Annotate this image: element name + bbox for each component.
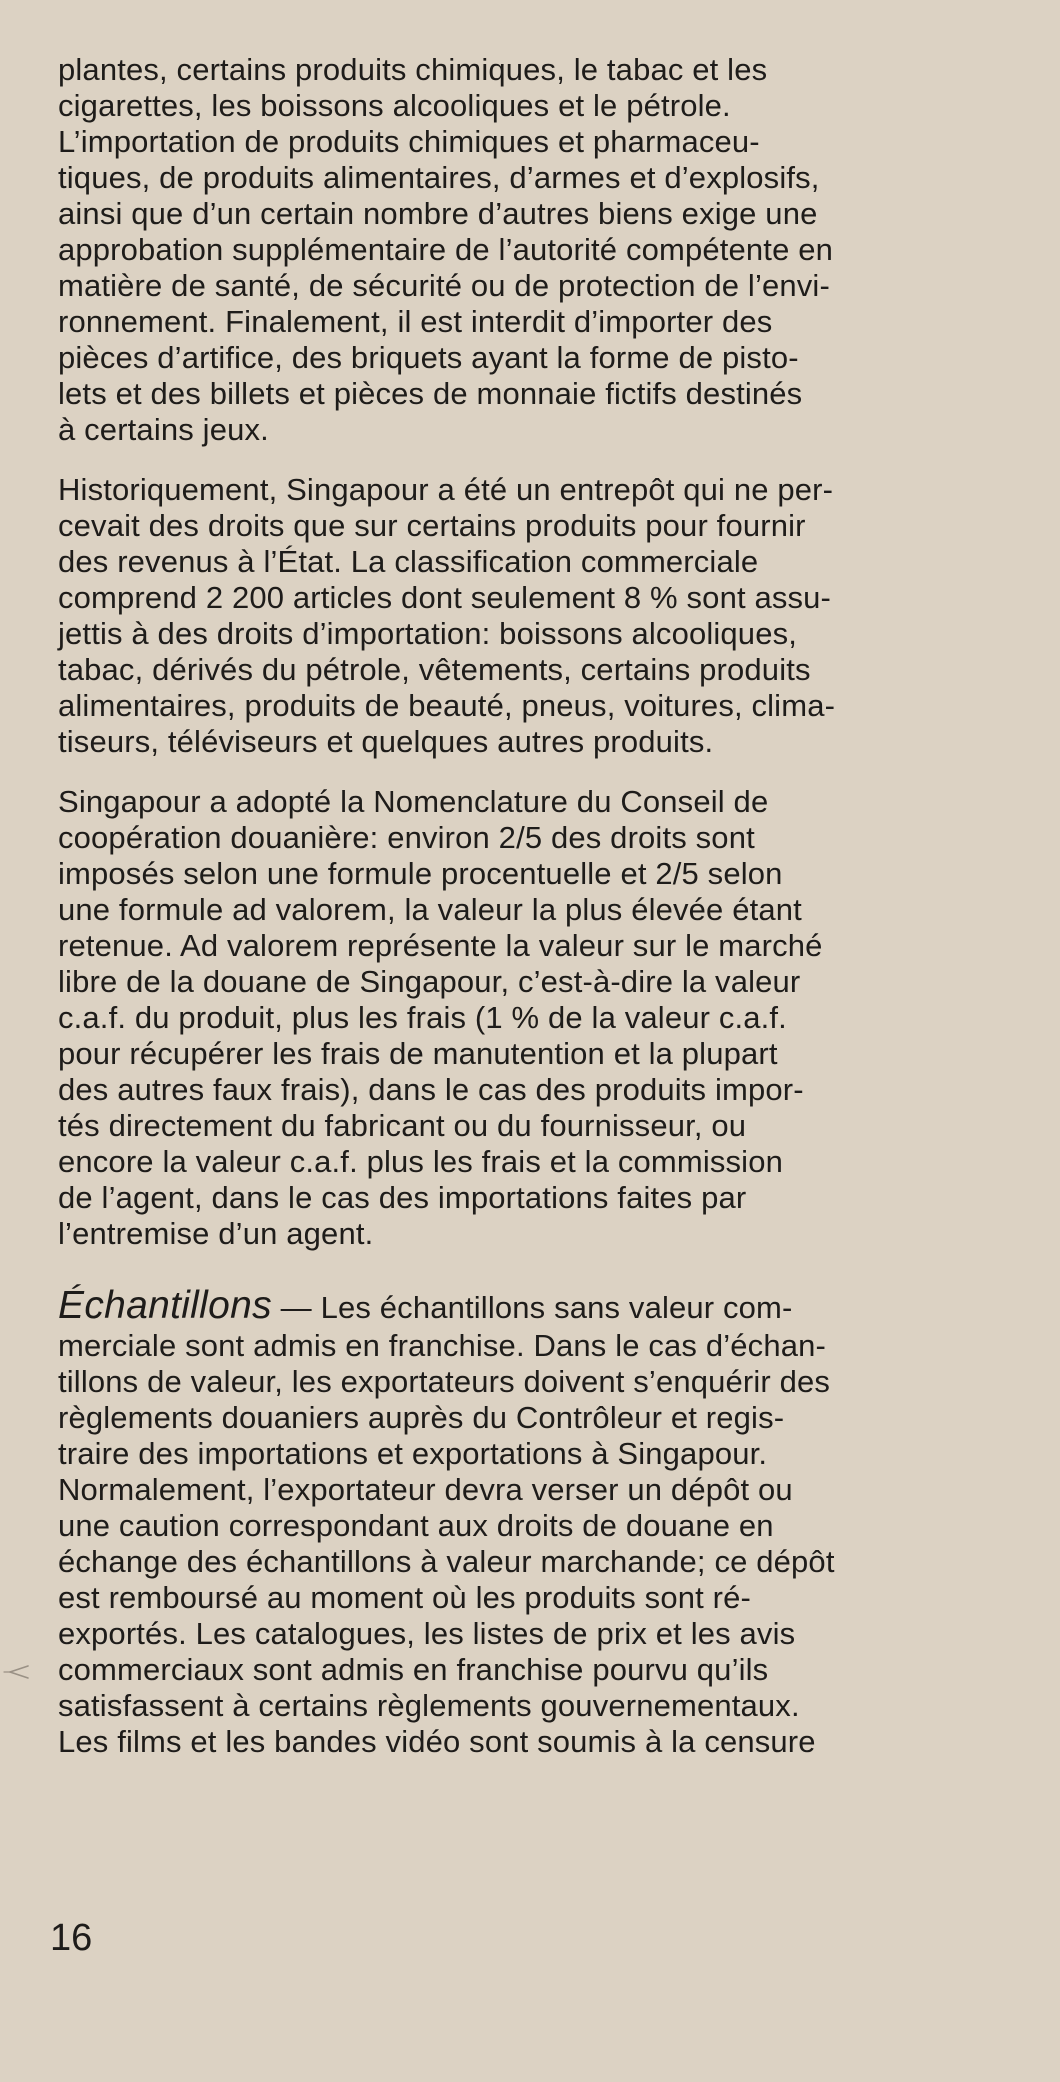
text-line: jettis à des droits d’importation: boissons alcooliques,: [58, 616, 798, 651]
text-line: Singapour a adopté la Nomenclature du Conseil de: [58, 784, 769, 819]
text-line: matière de santé, de sécurité ou de protection de l’envi-: [58, 268, 830, 303]
text-line: traire des importations et exportations à Singapour.: [58, 1436, 768, 1471]
text-line: échange des échantillons à valeur marchande; ce dépôt: [58, 1544, 835, 1579]
text-line: cigarettes, les boissons alcooliques et le pétrole.: [58, 88, 731, 123]
text-line: commerciaux sont admis en franchise pourvu qu’ils: [58, 1652, 769, 1687]
text-line: l’entremise d’un agent.: [58, 1216, 374, 1251]
text-line: retenue. Ad valorem représente la valeur sur le marché: [58, 928, 823, 963]
text-line: Normalement, l’exportateur devra verser un dépôt ou: [58, 1472, 793, 1507]
text-line: libre de la douane de Singapour, c’est-à-dire la valeur: [58, 964, 801, 999]
paragraph-nomenclature: [58, 784, 1002, 1252]
text-line: coopération douanière: environ 2/5 des droits sont: [58, 820, 755, 855]
text-line: tiques, de produits alimentaires, d’armes et d’explosifs,: [58, 160, 820, 195]
samples-dash: —: [271, 1290, 321, 1325]
text-line: merciale sont admis en franchise. Dans le cas d’échan-: [58, 1328, 826, 1363]
page-number: 16: [50, 1917, 93, 1959]
paragraph-history: [58, 472, 1002, 760]
text-line: de l’agent, dans le cas des importations faites par: [58, 1180, 747, 1215]
samples-first-line: [58, 1286, 1002, 1328]
text-line: des revenus à l’État. La classification commerciale: [58, 544, 759, 579]
text-line: imposés selon une formule procentuelle et 2/5 selon: [58, 856, 783, 891]
text-line: une caution correspondant aux droits de douane en: [58, 1508, 774, 1543]
text-line: des autres faux frais), dans le cas des produits impor-: [58, 1072, 804, 1107]
text-line: tiseurs, téléviseurs et quelques autres produits.: [58, 724, 714, 759]
text-line: Les films et les bandes vidéo sont soumis à la censure: [58, 1724, 816, 1759]
text-line: à certains jeux.: [58, 412, 269, 447]
text-line: pièces d’artifice, des briquets ayant la forme de pisto-: [58, 340, 799, 375]
text-line: tillons de valeur, les exportateurs doivent s’enquérir des: [58, 1364, 831, 1399]
text-line: c.a.f. du produit, plus les frais (1 % de la valeur c.a.f.: [58, 1000, 787, 1035]
text-line: est remboursé au moment où les produits sont ré-: [58, 1580, 751, 1615]
text-line: tés directement du fabricant ou du fournisseur, ou: [58, 1108, 747, 1143]
text-line: lets et des billets et pièces de monnaie fictifs destinés: [58, 376, 803, 411]
text-line: ronnement. Finalement, il est interdit d’importer des: [58, 304, 773, 339]
text-line: encore la valeur c.a.f. plus les frais et la commission: [58, 1144, 783, 1179]
text-line: comprend 2 200 articles dont seulement 8 % sont assu-: [58, 580, 832, 615]
text-line: règlements douaniers auprès du Contrôleur et regis-: [58, 1400, 785, 1435]
text-line: ainsi que d’un certain nombre d’autres biens exige une: [58, 196, 818, 231]
text-line: Historiquement, Singapour a été un entrepôt qui ne per-: [58, 472, 834, 507]
text-line: une formule ad valorem, la valeur la plus élevée étant: [58, 892, 802, 927]
text-line: exportés. Les catalogues, les listes de prix et les avis: [58, 1616, 796, 1651]
samples-heading: Échantillons: [58, 1284, 272, 1327]
text-line: plantes, certains produits chimiques, le tabac et les: [58, 52, 768, 87]
samples-first-line-text: Les échantillons sans valeur com-: [320, 1290, 793, 1325]
text-line: tabac, dérivés du pétrole, vêtements, certains produits: [58, 652, 811, 687]
text-line: approbation supplémentaire de l’autorité compétente en: [58, 232, 834, 267]
text-line: alimentaires, produits de beauté, pneus, voitures, clima-: [58, 688, 836, 723]
document-page: [58, 52, 1002, 1760]
paragraph-import-restrictions: [58, 52, 1002, 448]
text-line: L’importation de produits chimiques et pharmaceu-: [58, 124, 760, 159]
paragraph-samples: [58, 1286, 1002, 1760]
text-line: satisfassent à certains règlements gouvernementaux.: [58, 1688, 800, 1723]
margin-pencil-mark: [2, 1663, 30, 1681]
text-line: pour récupérer les frais de manutention et la plupart: [58, 1036, 778, 1071]
text-line: cevait des droits que sur certains produits pour fournir: [58, 508, 806, 543]
